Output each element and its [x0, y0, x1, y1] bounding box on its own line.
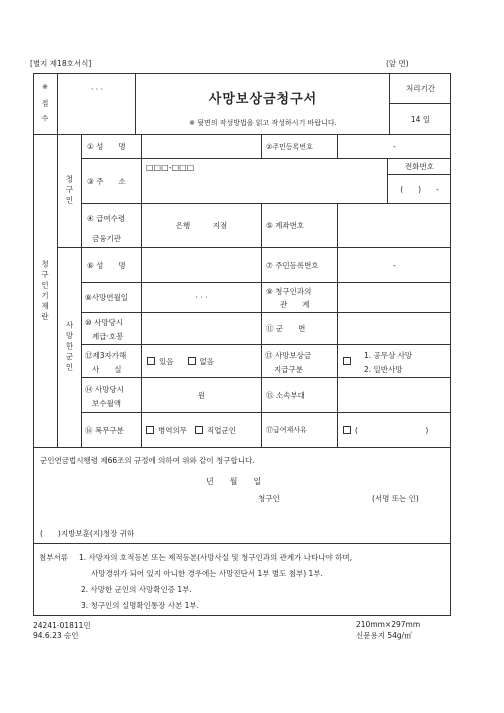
- footer-paper: 신문용지 54g/㎡: [356, 631, 412, 640]
- relation-label-2: 관 계: [280, 300, 310, 309]
- service-type-field: [142, 413, 262, 448]
- title-cell: [136, 73, 390, 135]
- rrn-field[interactable]: -: [338, 135, 451, 159]
- restriction-field: [338, 413, 451, 448]
- restriction-label: ⑰급여제사유: [262, 413, 338, 448]
- third-party-yes-checkbox[interactable]: [147, 357, 155, 365]
- receipt-label: ※ 접 수: [41, 82, 49, 125]
- service-number-field[interactable]: [338, 313, 451, 345]
- unit-field[interactable]: [338, 378, 451, 413]
- death-date-label: ⑧사망연월일: [82, 283, 142, 313]
- receipt-label-cell: [33, 73, 58, 135]
- rank-label-2: 계급·호봉: [92, 332, 124, 341]
- restriction-value: ( ): [355, 425, 429, 435]
- declaration-statement: 군인연금법시행령 제66조의 규정에 의하여 위와 같이 청구합니다.: [40, 456, 255, 465]
- attachments-label: 첨부서류: [39, 553, 68, 562]
- third-party-label-1: ⑫제3자가해: [85, 351, 127, 360]
- account-label: ⑤ 계좌번호: [262, 204, 338, 248]
- declaration-date: 년 월 일: [206, 477, 262, 486]
- claimant-label: 청구인: [65, 175, 74, 207]
- relation-label-1: ⑨ 청구인과의: [266, 287, 312, 296]
- attachment-item-2: 2. 사망한 군인의 사망확인증 1부.: [81, 585, 192, 594]
- deceased-label-cell: [58, 248, 82, 448]
- processing-value: 14 일: [390, 104, 451, 135]
- death-date-field[interactable]: · · ·: [142, 283, 262, 313]
- bank-field[interactable]: 은행 지점: [142, 204, 262, 248]
- benefit-type-checkbox[interactable]: [343, 357, 351, 365]
- benefit-type-label-cell: [262, 345, 338, 378]
- benefit-type-field: [338, 345, 451, 378]
- instruction-note: ※ 뒷면의 작성방법을 읽고 작성하시기 바랍니다.: [189, 119, 337, 127]
- rank-field[interactable]: [142, 313, 262, 345]
- rank-label-cell: [82, 313, 142, 345]
- addressee: ( )지방보훈(지)청장 귀하: [40, 529, 135, 538]
- benefit-type-label-1: ⑬ 사망보상금: [265, 351, 312, 360]
- footer-size: 210mm×297mm: [356, 620, 421, 629]
- phone-field[interactable]: ( ) -: [388, 175, 451, 204]
- deceased-label: 사망한군인: [65, 321, 74, 374]
- deceased-rrn-label: ⑦ 주민등록번호: [262, 248, 338, 283]
- receipt-cell: [58, 73, 136, 135]
- paper-side: (앞 면): [386, 59, 409, 68]
- service-conscript-checkbox[interactable]: [146, 426, 154, 434]
- salary-label-2: 보수월액: [92, 399, 121, 408]
- benefit-type-label-2: 지급구분: [274, 365, 303, 374]
- relation-field[interactable]: [338, 283, 451, 313]
- deceased-name-label: ⑥ 성 명: [82, 248, 142, 283]
- declaration-signature: (서명 또는 인): [372, 494, 419, 503]
- rank-label-1: ⑩ 사망당시: [85, 318, 124, 327]
- form-title: 사망보상금청구서: [208, 91, 318, 107]
- attachments-box: [33, 543, 451, 616]
- claimant-section-label: 청구인기재란: [40, 259, 50, 323]
- service-type-label: ⑯ 복무구분: [82, 413, 142, 448]
- processing-label: 처리기간: [390, 73, 451, 104]
- address-field[interactable]: [142, 159, 388, 204]
- third-party-no-checkbox[interactable]: [188, 357, 196, 365]
- benefit-type-option-1: 1. 공무상 사망: [364, 351, 413, 360]
- rrn-label: ②주민등록번호: [262, 135, 338, 159]
- postal-code-boxes: □□□-□□□: [146, 163, 195, 172]
- unit-label: ⑮ 소속부대: [262, 378, 338, 413]
- bank-label-1: ④ 급여수령: [87, 214, 126, 223]
- third-party-field: [142, 345, 262, 378]
- third-party-label-2: 사 실: [92, 365, 122, 374]
- name-label: ① 성 명: [82, 135, 142, 159]
- deceased-rrn-field[interactable]: -: [338, 248, 451, 283]
- salary-field[interactable]: 원: [142, 378, 262, 413]
- bank-label-2: 금융기관: [92, 234, 121, 243]
- salary-label-cell: [82, 378, 142, 413]
- restriction-checkbox[interactable]: [343, 426, 351, 434]
- form-number: [별지 제18호서식]: [30, 59, 92, 68]
- attachment-item-1: 1. 사망자의 호적등본 또는 제적등본(사망사실 및 청구인과의 관계가 나타나야 하며,: [79, 553, 353, 562]
- deceased-name-field[interactable]: [142, 248, 262, 283]
- name-field[interactable]: [142, 135, 262, 159]
- declaration-claimant: 청구인: [258, 494, 280, 503]
- service-conscript-label: 병역의무: [158, 425, 187, 435]
- address-label: ③ 주 소: [82, 159, 142, 204]
- service-career-label: 직업군인: [206, 425, 236, 435]
- footer-approval: 94.6.23 승인: [33, 631, 79, 640]
- phone-label: 전화번호: [388, 159, 451, 175]
- third-party-label-cell: [82, 345, 142, 378]
- service-number-label: ⑪ 군 번: [262, 313, 338, 345]
- benefit-type-option-2: 2. 일반사망: [364, 365, 403, 374]
- third-party-no-label: 없음: [199, 356, 214, 366]
- bank-label-cell: [82, 204, 142, 248]
- third-party-yes-label: 있음: [159, 356, 174, 366]
- footer-code: 24241-01811민: [33, 621, 91, 630]
- service-career-checkbox[interactable]: [195, 426, 203, 434]
- receipt-dots: · · ·: [91, 84, 103, 94]
- salary-label-1: ⑭ 사망당시: [85, 385, 124, 394]
- attachment-item-3: 3. 청구인의 실명확인통장 사본 1부.: [81, 601, 200, 610]
- claimant-label-cell: [58, 135, 82, 248]
- attachment-item-1-cont: 사망경위가 되어 있지 아니한 경우에는 사망진단서 1부 별도 첨부) 1부.: [91, 569, 323, 578]
- claimant-section-label-cell: [33, 135, 58, 448]
- account-field[interactable]: [338, 204, 451, 248]
- relation-label-cell: [262, 283, 338, 313]
